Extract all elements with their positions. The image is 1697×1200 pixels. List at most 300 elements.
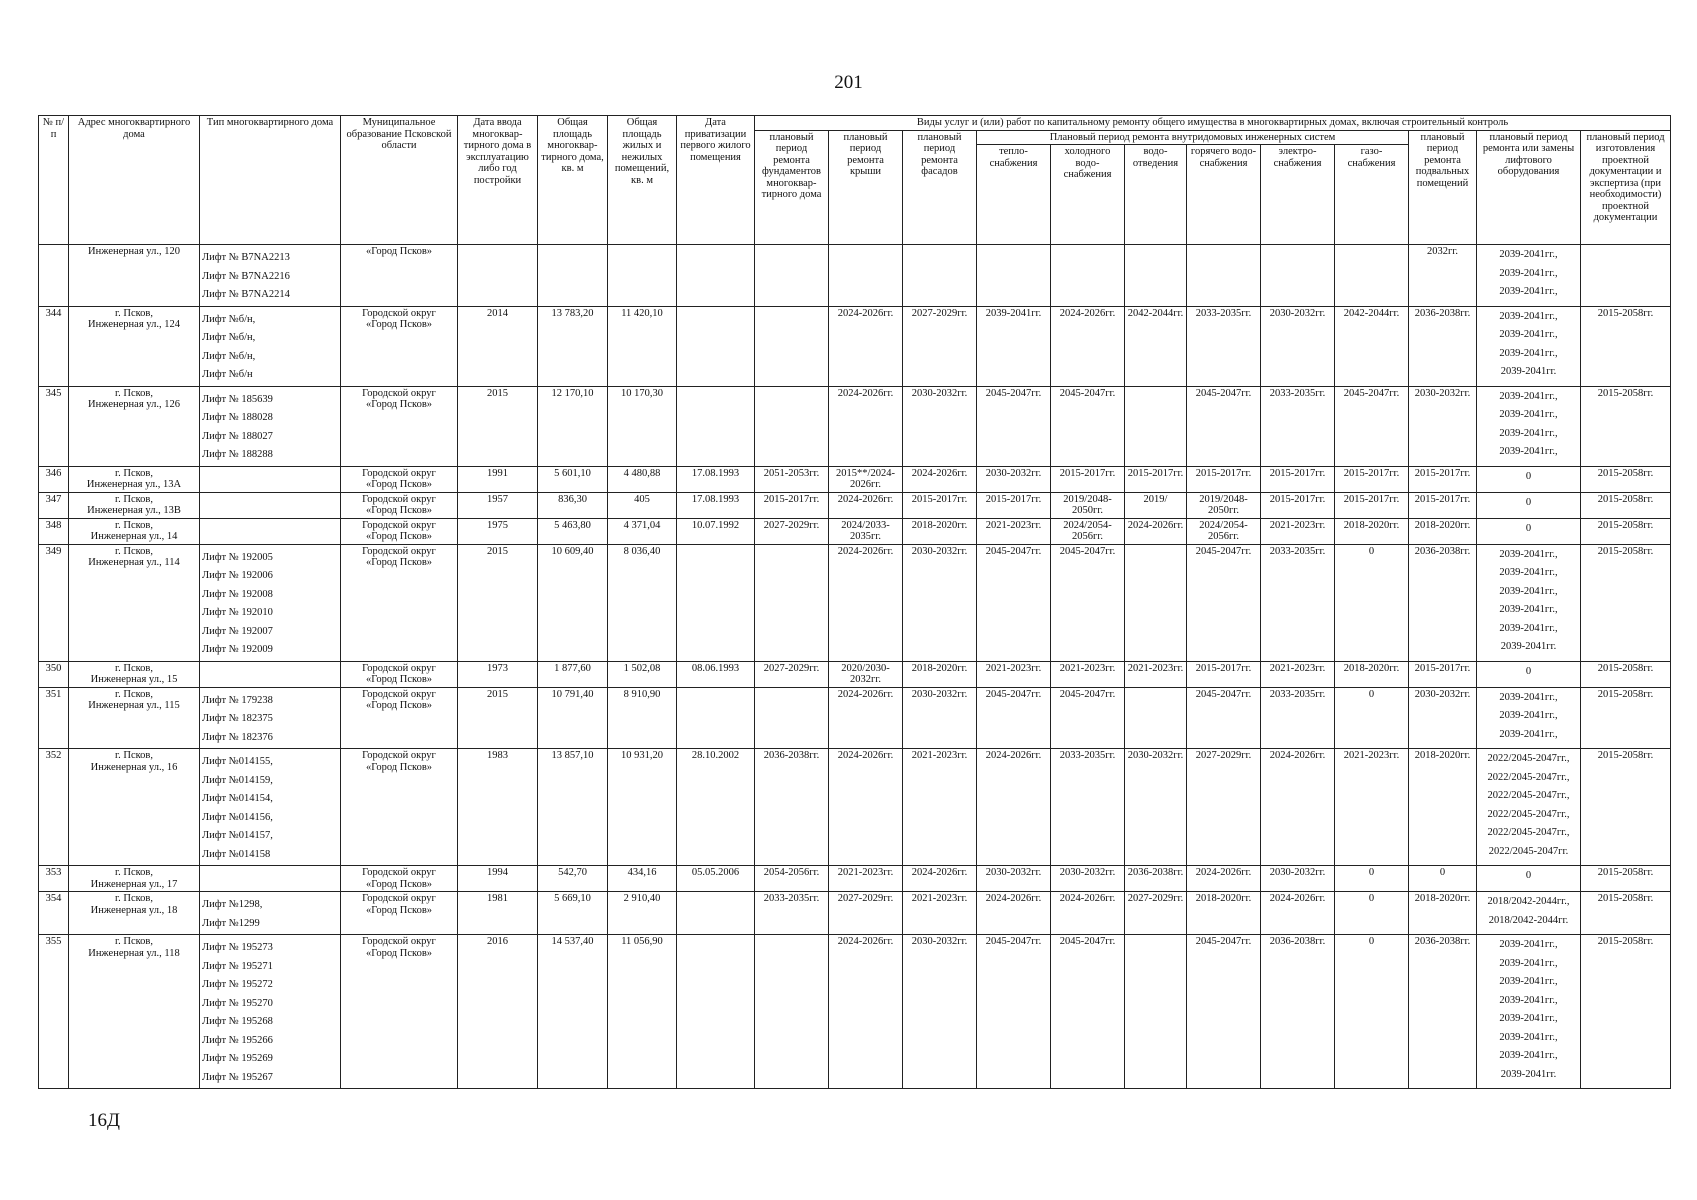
- living-area-cell: 11 056,90: [608, 935, 677, 1089]
- type-line: Лифт №1299: [202, 917, 260, 929]
- heat-cell: 2045-2047гг.: [977, 935, 1051, 1089]
- living-area-cell: 405: [608, 492, 677, 518]
- capital-repair-table: [38, 115, 1671, 1089]
- elevator-line: 0: [1525, 496, 1532, 508]
- design-cell: 2015-2058гг.: [1581, 518, 1671, 544]
- electric-cell: 2015-2017гг.: [1261, 466, 1335, 492]
- drainage-cell: 2030-2032гг.: [1125, 749, 1187, 866]
- roof-cell: 2027-2029гг.: [829, 892, 903, 935]
- table-row: [39, 245, 1671, 307]
- privatization-cell: 10.07.1992: [677, 518, 755, 544]
- gas-cell: 0: [1335, 544, 1409, 661]
- municipality-line: «Город Псков»: [365, 557, 433, 568]
- foundation-cell: [755, 687, 829, 749]
- total-area-cell: 12 170,10: [538, 386, 608, 466]
- heat-cell: 2030-2032гг.: [977, 866, 1051, 892]
- heat-cell: 2045-2047гг.: [977, 687, 1051, 749]
- elevator-line: 2039-2041гг.,: [1499, 1031, 1558, 1043]
- foundation-cell: [755, 245, 829, 307]
- municipality-line: Городской округ: [362, 307, 436, 319]
- table-row: [39, 306, 1671, 386]
- municipality-line: «Город Псков»: [365, 319, 433, 330]
- type-line: Лифт №б/н,: [202, 313, 256, 325]
- facade-cell: 2015-2017гг.: [903, 492, 977, 518]
- municipality-line: Городской округ: [362, 545, 436, 557]
- header-date-commissioned: Дата ввода многоквар-тирного дома в эксплуатацию либо год постройки: [458, 116, 538, 245]
- municipality-line: Городской округ: [362, 893, 436, 904]
- facade-cell: [903, 245, 977, 307]
- basement-cell: 2018-2020гг.: [1409, 518, 1477, 544]
- foundation-cell: [755, 306, 829, 386]
- hot-water-cell: [1187, 245, 1261, 307]
- living-area-cell: 4 480,88: [608, 466, 677, 492]
- privatization-cell: [677, 687, 755, 749]
- drainage-cell: [1125, 935, 1187, 1089]
- elevator-line: 2039-2041гг.,: [1499, 1050, 1558, 1061]
- address-line: Инженерная ул., 13В: [87, 505, 181, 516]
- foundation-cell: 2015-2017гг.: [755, 492, 829, 518]
- elevator-line: 2039-2041гг.: [1500, 366, 1557, 377]
- drainage-cell: 2024-2026гг.: [1125, 518, 1187, 544]
- facade-cell: 2030-2032гг.: [903, 544, 977, 661]
- roof-cell: 2024-2026гг.: [829, 749, 903, 866]
- address-line: г. Псков,: [114, 519, 154, 531]
- address-cell: [69, 935, 200, 1089]
- municipality-line: «Город Псков»: [365, 531, 433, 542]
- total-area-cell: 836,30: [538, 492, 608, 518]
- design-cell: 2015-2058гг.: [1581, 466, 1671, 492]
- address-line: Инженерная ул., 115: [88, 700, 180, 711]
- house-type-cell: [200, 466, 341, 492]
- municipality-line: «Город Псков»: [365, 674, 433, 685]
- date-cell: [458, 245, 538, 307]
- elevator-cell: [1477, 866, 1581, 892]
- roof-cell: [829, 245, 903, 307]
- heat-cell: 2021-2023гг.: [977, 518, 1051, 544]
- municipality-line: «Город Псков»: [365, 904, 433, 916]
- foundation-cell: [755, 935, 829, 1089]
- municipality-line: Городской округ: [362, 867, 436, 878]
- type-line: Лифт №014159,: [202, 774, 273, 786]
- electric-cell: 2021-2023гг.: [1261, 518, 1335, 544]
- cold-water-cell: 2021-2023гг.: [1051, 661, 1125, 687]
- electric-cell: [1261, 245, 1335, 307]
- address-cell: [69, 245, 200, 307]
- elevator-line: 2039-2041гг.,: [1499, 994, 1558, 1006]
- house-type-cell: [200, 245, 341, 307]
- foundation-cell: [755, 386, 829, 466]
- elevator-line: 2039-2041гг.,: [1499, 939, 1558, 950]
- basement-cell: 2036-2038гг.: [1409, 306, 1477, 386]
- header-engineering-group: Плановый период ремонта внутридомовых инженерных систем: [977, 130, 1409, 145]
- elevator-line: 2039-2041гг.,: [1499, 548, 1558, 560]
- basement-cell: 2015-2017гг.: [1409, 466, 1477, 492]
- elevator-line: 2039-2041гг.,: [1499, 710, 1558, 721]
- table-row: [39, 935, 1671, 1089]
- hot-water-cell: 2019/2048-2050гг.: [1187, 492, 1261, 518]
- header-gas: газо-снабжения: [1335, 145, 1409, 245]
- date-cell: 2015: [458, 687, 538, 749]
- roof-cell: 2024-2026гг.: [829, 935, 903, 1089]
- address-line: г. Псков,: [114, 936, 154, 947]
- header-living-area: Общая площадь жилых и нежилых помещений, кв. м: [608, 116, 677, 245]
- municipality-line: «Город Псков»: [365, 479, 433, 490]
- hot-water-cell: 2045-2047гг.: [1187, 687, 1261, 749]
- table-row: [39, 687, 1671, 749]
- row-number: 349: [39, 544, 69, 661]
- elevator-line: 2022/2045-2047гг.,: [1487, 771, 1570, 783]
- electric-cell: 2024-2026гг.: [1261, 749, 1335, 866]
- type-line: Лифт № 195271: [202, 960, 273, 972]
- design-cell: 2015-2058гг.: [1581, 544, 1671, 661]
- municipality-line: Городской округ: [362, 493, 436, 505]
- foundation-cell: 2051-2053гг.: [755, 466, 829, 492]
- elevator-line: 2039-2041гг.: [1500, 1068, 1557, 1080]
- municipality-line: «Город Псков»: [365, 505, 433, 516]
- total-area-cell: 5 601,10: [538, 466, 608, 492]
- house-type-cell: [200, 386, 341, 466]
- design-cell: 2015-2058гг.: [1581, 492, 1671, 518]
- elevator-line: 2039-2041гг.: [1500, 641, 1557, 652]
- header-heat: тепло-снабжения: [977, 145, 1051, 245]
- facade-cell: 2030-2032гг.: [903, 386, 977, 466]
- type-line: Лифт № 192008: [202, 588, 273, 600]
- elevator-line: 2039-2041гг.,: [1499, 286, 1558, 297]
- municipality-line: Городской округ: [362, 519, 436, 531]
- roof-cell: 2015**/2024-2026гг.: [829, 466, 903, 492]
- table-row: [39, 492, 1671, 518]
- address-line: г. Псков,: [114, 662, 154, 674]
- date-cell: 1981: [458, 892, 538, 935]
- municipality-line: Городской округ: [362, 662, 436, 674]
- privatization-cell: 28.10.2002: [677, 749, 755, 866]
- cold-water-cell: 2019/2048-2050гг.: [1051, 492, 1125, 518]
- type-line: Лифт № 195266: [202, 1034, 273, 1046]
- address-cell: [69, 306, 200, 386]
- house-type-cell: [200, 492, 341, 518]
- address-line: г. Псков,: [114, 867, 154, 878]
- municipality-line: «Город Псков»: [365, 399, 433, 410]
- living-area-cell: 8 036,40: [608, 544, 677, 661]
- house-type-cell: [200, 749, 341, 866]
- gas-cell: 2018-2020гг.: [1335, 661, 1409, 687]
- house-type-cell: [200, 892, 341, 935]
- address-cell: [69, 866, 200, 892]
- drainage-cell: 2036-2038гг.: [1125, 866, 1187, 892]
- privatization-cell: 17.08.1993: [677, 466, 755, 492]
- address-cell: [69, 661, 200, 687]
- total-area-cell: 14 537,40: [538, 935, 608, 1089]
- drainage-cell: [1125, 245, 1187, 307]
- total-area-cell: 10 609,40: [538, 544, 608, 661]
- foundation-cell: 2054-2056гг.: [755, 866, 829, 892]
- date-cell: 1983: [458, 749, 538, 866]
- electric-cell: 2033-2035гг.: [1261, 544, 1335, 661]
- municipality-cell: [341, 466, 458, 492]
- municipality-cell: [341, 749, 458, 866]
- municipality-line: «Город Псков»: [365, 947, 433, 959]
- gas-cell: 0: [1335, 866, 1409, 892]
- facade-cell: 2027-2029гг.: [903, 306, 977, 386]
- heat-cell: 2039-2041гг.: [977, 306, 1051, 386]
- address-line: г. Псков,: [114, 307, 154, 319]
- privatization-cell: 05.05.2006: [677, 866, 755, 892]
- municipality-line: «Город Псков»: [365, 878, 433, 890]
- living-area-cell: 2 910,40: [608, 892, 677, 935]
- address-line: г. Псков,: [114, 688, 154, 700]
- heat-cell: 2024-2026гг.: [977, 892, 1051, 935]
- foundation-cell: [755, 544, 829, 661]
- foundation-cell: 2027-2029гг.: [755, 518, 829, 544]
- gas-cell: 2015-2017гг.: [1335, 466, 1409, 492]
- house-type-cell: [200, 306, 341, 386]
- facade-cell: 2018-2020гг.: [903, 661, 977, 687]
- privatization-cell: [677, 935, 755, 1089]
- municipality-cell: [341, 492, 458, 518]
- basement-cell: 2036-2038гг.: [1409, 935, 1477, 1089]
- house-type-cell: [200, 687, 341, 749]
- elevator-cell: [1477, 661, 1581, 687]
- total-area-cell: [538, 245, 608, 307]
- municipality-line: «Город Псков»: [365, 246, 433, 257]
- heat-cell: 2015-2017гг.: [977, 492, 1051, 518]
- drainage-cell: 2019/: [1125, 492, 1187, 518]
- type-line: Лифт №014157,: [202, 830, 273, 841]
- hot-water-cell: 2045-2047гг.: [1187, 935, 1261, 1089]
- basement-cell: 2030-2032гг.: [1409, 386, 1477, 466]
- type-line: Лифт № 192007: [202, 625, 273, 637]
- header-hot-water: горячего водо-снабжения: [1187, 145, 1261, 245]
- date-cell: 1975: [458, 518, 538, 544]
- roof-cell: 2020/2030-2032гг.: [829, 661, 903, 687]
- foundation-cell: 2033-2035гг.: [755, 892, 829, 935]
- date-cell: 1957: [458, 492, 538, 518]
- roof-cell: 2024-2026гг.: [829, 492, 903, 518]
- heat-cell: 2045-2047гг.: [977, 544, 1051, 661]
- roof-cell: 2024/2033-2035гг.: [829, 518, 903, 544]
- header-facade: плановый период ремонта фасадов: [903, 130, 977, 245]
- drainage-cell: [1125, 386, 1187, 466]
- municipality-cell: [341, 245, 458, 307]
- address-cell: [69, 386, 200, 466]
- electric-cell: 2021-2023гг.: [1261, 661, 1335, 687]
- type-line: Лифт № 179238: [202, 694, 273, 706]
- row-number: 348: [39, 518, 69, 544]
- gas-cell: 2042-2044гг.: [1335, 306, 1409, 386]
- type-line: Лифт № 192005: [202, 551, 273, 563]
- basement-cell: 2015-2017гг.: [1409, 661, 1477, 687]
- elevator-line: 2039-2041гг.,: [1499, 691, 1558, 703]
- municipality-cell: [341, 892, 458, 935]
- hot-water-cell: 2024/2054-2056гг.: [1187, 518, 1261, 544]
- elevator-line: 2039-2041гг.,: [1499, 347, 1558, 359]
- elevator-cell: [1477, 687, 1581, 749]
- heat-cell: 2045-2047гг.: [977, 386, 1051, 466]
- electric-cell: 2030-2032гг.: [1261, 866, 1335, 892]
- row-number: 345: [39, 386, 69, 466]
- hot-water-cell: 2015-2017гг.: [1187, 466, 1261, 492]
- elevator-cell: [1477, 892, 1581, 935]
- address-line: г. Псков,: [114, 387, 154, 399]
- drainage-cell: 2027-2029гг.: [1125, 892, 1187, 935]
- gas-cell: 2018-2020гг.: [1335, 518, 1409, 544]
- municipality-line: «Город Псков»: [365, 700, 433, 711]
- address-line: Инженерная ул., 17: [90, 878, 178, 890]
- living-area-cell: 8 910,90: [608, 687, 677, 749]
- total-area-cell: 10 791,40: [538, 687, 608, 749]
- design-cell: 2015-2058гг.: [1581, 661, 1671, 687]
- row-number: 355: [39, 935, 69, 1089]
- row-number: 353: [39, 866, 69, 892]
- living-area-cell: 1 502,08: [608, 661, 677, 687]
- address-line: Инженерная ул., 14: [90, 531, 178, 542]
- elevator-line: 2039-2041гг.,: [1499, 976, 1558, 987]
- address-cell: [69, 687, 200, 749]
- row-number: 350: [39, 661, 69, 687]
- elevator-line: 2018/2042-2044гг.,: [1487, 896, 1570, 907]
- drainage-cell: 2015-2017гг.: [1125, 466, 1187, 492]
- page-number: 201: [834, 72, 863, 93]
- heat-cell: 2024-2026гг.: [977, 749, 1051, 866]
- electric-cell: 2030-2032гг.: [1261, 306, 1335, 386]
- gas-cell: 0: [1335, 892, 1409, 935]
- heat-cell: 2030-2032гг.: [977, 466, 1051, 492]
- elevator-cell: [1477, 386, 1581, 466]
- elevator-line: 2039-2041гг.,: [1499, 567, 1558, 578]
- gas-cell: 0: [1335, 687, 1409, 749]
- cold-water-cell: 2024/2054-2056гг.: [1051, 518, 1125, 544]
- type-line: Лифт №014156,: [202, 811, 273, 823]
- heat-cell: [977, 245, 1051, 307]
- design-cell: 2015-2058гг.: [1581, 386, 1671, 466]
- facade-cell: 2024-2026гг.: [903, 466, 977, 492]
- elevator-line: 2039-2041гг.,: [1499, 957, 1558, 969]
- type-line: Лифт № B7NA2213: [202, 252, 290, 263]
- row-number: 354: [39, 892, 69, 935]
- drainage-cell: [1125, 544, 1187, 661]
- design-cell: [1581, 245, 1671, 307]
- header-roof: плановый период ремонта крыши: [829, 130, 903, 245]
- type-line: Лифт № 192006: [202, 570, 273, 581]
- header-num: № п/п: [39, 116, 69, 245]
- type-line: Лифт № 195272: [202, 979, 273, 990]
- elevator-line: 2039-2041гг.,: [1499, 728, 1558, 740]
- header-municipality: Муниципальное образование Псковской области: [341, 116, 458, 245]
- drainage-cell: [1125, 687, 1187, 749]
- cold-water-cell: 2015-2017гг.: [1051, 466, 1125, 492]
- elevator-cell: [1477, 935, 1581, 1089]
- table-row: [39, 866, 1671, 892]
- date-cell: 2016: [458, 935, 538, 1089]
- hot-water-cell: 2045-2047гг.: [1187, 544, 1261, 661]
- municipality-cell: [341, 866, 458, 892]
- type-line: Лифт № B7NA2214: [202, 289, 290, 300]
- date-cell: 1991: [458, 466, 538, 492]
- type-line: Лифт № B7NA2216: [202, 270, 290, 282]
- basement-cell: 0: [1409, 866, 1477, 892]
- elevator-line: 2022/2045-2047гг.,: [1487, 808, 1570, 820]
- type-line: Лифт № 188027: [202, 430, 273, 442]
- type-line: Лифт № 192009: [202, 644, 273, 655]
- header-works-group: Виды услуг и (или) работ по капитальному ремонту общего имущества в многоквартирных домах, включая строительный контроль: [755, 116, 1671, 131]
- row-number: [39, 245, 69, 307]
- basement-cell: 2015-2017гг.: [1409, 492, 1477, 518]
- cold-water-cell: 2024-2026гг.: [1051, 306, 1125, 386]
- gas-cell: 2015-2017гг.: [1335, 492, 1409, 518]
- elevator-line: 2039-2041гг.,: [1499, 267, 1558, 279]
- foundation-cell: 2036-2038гг.: [755, 749, 829, 866]
- address-line: Инженерная ул., 15: [90, 674, 178, 685]
- elevator-cell: [1477, 306, 1581, 386]
- facade-cell: 2018-2020гг.: [903, 518, 977, 544]
- elevator-line: 2039-2041гг.,: [1499, 446, 1558, 457]
- municipality-cell: [341, 306, 458, 386]
- municipality-cell: [341, 544, 458, 661]
- design-cell: 2015-2058гг.: [1581, 306, 1671, 386]
- header-cold-water: холодного водо-снабжения: [1051, 145, 1125, 245]
- type-line: Лифт №б/н,: [202, 332, 256, 343]
- cold-water-cell: 2033-2035гг.: [1051, 749, 1125, 866]
- elevator-cell: [1477, 544, 1581, 661]
- living-area-cell: 10 170,30: [608, 386, 677, 466]
- roof-cell: 2024-2026гг.: [829, 386, 903, 466]
- date-cell: 2015: [458, 544, 538, 661]
- type-line: Лифт № 195267: [202, 1071, 273, 1083]
- privatization-cell: 08.06.1993: [677, 661, 755, 687]
- drainage-cell: 2021-2023гг.: [1125, 661, 1187, 687]
- cold-water-cell: 2045-2047гг.: [1051, 544, 1125, 661]
- type-line: Лифт № 195273: [202, 942, 273, 953]
- row-number: 351: [39, 687, 69, 749]
- municipality-cell: [341, 386, 458, 466]
- hot-water-cell: 2027-2029гг.: [1187, 749, 1261, 866]
- type-line: Лифт №б/н: [202, 369, 253, 380]
- elevator-line: 2039-2041гг.,: [1499, 1013, 1558, 1024]
- row-number: 346: [39, 466, 69, 492]
- municipality-cell: [341, 687, 458, 749]
- address-cell: [69, 492, 200, 518]
- header-address: Адрес многоквартирного дома: [69, 116, 200, 245]
- cold-water-cell: 2045-2047гг.: [1051, 687, 1125, 749]
- address-cell: [69, 749, 200, 866]
- gas-cell: [1335, 245, 1409, 307]
- table-row: [39, 518, 1671, 544]
- living-area-cell: 11 420,10: [608, 306, 677, 386]
- gas-cell: 2021-2023гг.: [1335, 749, 1409, 866]
- address-line: Инженерная ул., 126: [88, 399, 180, 410]
- elevator-line: 2039-2041гг.,: [1499, 585, 1558, 597]
- table-body: [39, 245, 1671, 1089]
- elevator-line: 2039-2041гг.,: [1499, 622, 1558, 634]
- elevator-line: 0: [1525, 470, 1532, 482]
- elevator-cell: [1477, 466, 1581, 492]
- basement-cell: 2018-2020гг.: [1409, 892, 1477, 935]
- total-area-cell: 542,70: [538, 866, 608, 892]
- type-line: Лифт № 185639: [202, 393, 273, 405]
- type-line: Лифт №014155,: [202, 756, 273, 767]
- foundation-cell: 2027-2029гг.: [755, 661, 829, 687]
- address-line: г. Псков,: [114, 750, 154, 761]
- elevator-line: 0: [1525, 870, 1532, 881]
- electric-cell: 2036-2038гг.: [1261, 935, 1335, 1089]
- electric-cell: 2024-2026гг.: [1261, 892, 1335, 935]
- house-type-cell: [200, 518, 341, 544]
- basement-cell: 2030-2032гг.: [1409, 687, 1477, 749]
- table-row: [39, 386, 1671, 466]
- address-line: Инженерная ул., 18: [90, 904, 178, 916]
- header-design: плановый период изготовления проектной документации и экспертиза (при необходимости) проектной документации: [1581, 130, 1671, 245]
- privatization-cell: [677, 306, 755, 386]
